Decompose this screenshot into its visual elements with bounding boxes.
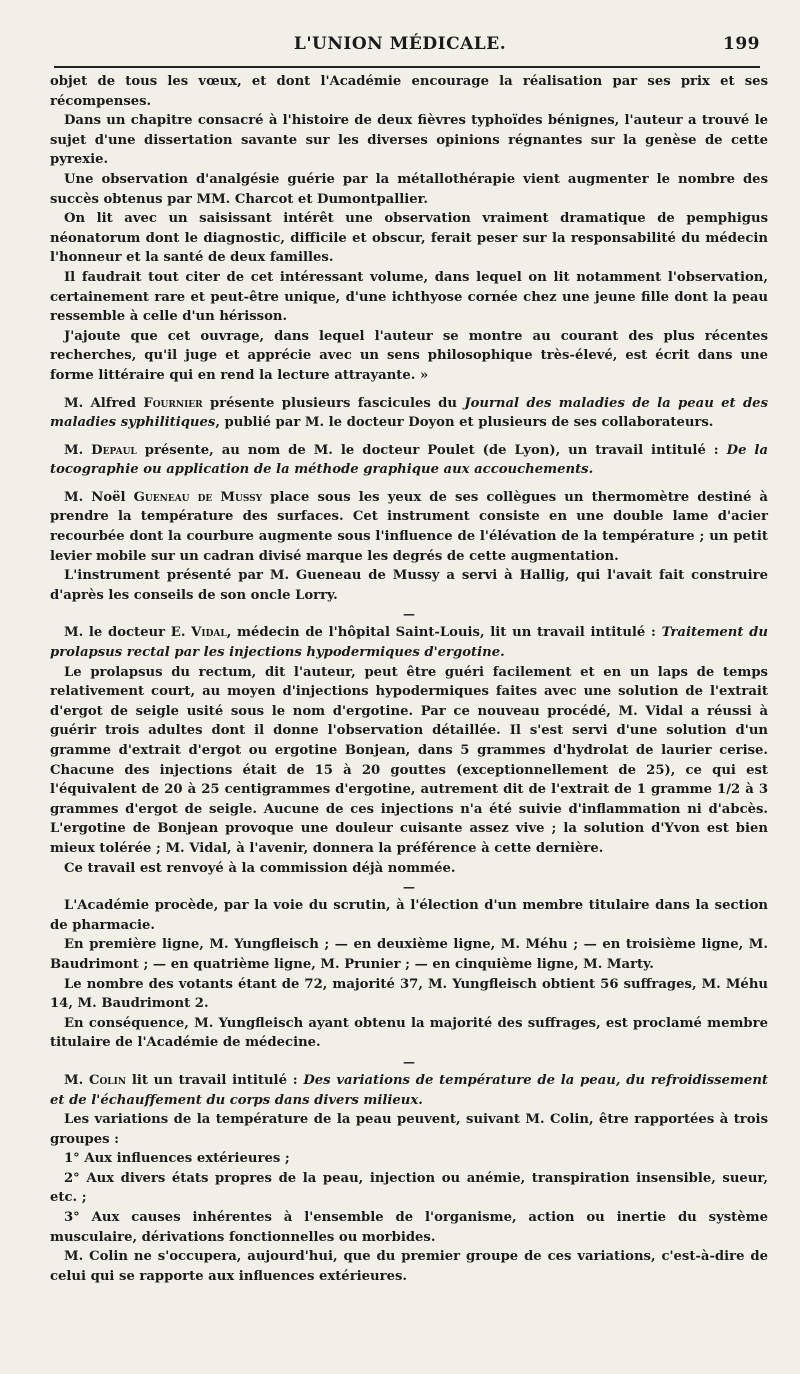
journal-title-cited: Journal des maladies de la peau et des maladies syphilitiques	[50, 395, 768, 431]
election-paragraph: Le nombre des votants étant de 72, majorité 37, M. Yungfleisch obtient 56 suffrages, M. Méhu 14, M. Baudrimont 2.	[50, 976, 768, 1012]
paragraph: Le prolapsus du rectum, dit l'auteur, peut être guéri facilement et en un laps de temps relativement court, au moyen d'injections hypodermiques faites avec une solution de l'extrait d'ergot de seigle usité sous le nom d'ergotine. Par ce nouveau procédé, M. Vidal a réussi à guérir trois adultes dont il donne l'observation détaillée. Il s'est servi d'une solution d'un gramme d'extrait d'ergot ou ergotine Bonjean, dans 5 grammes d'hydrolat de laurier cerise. Chacune des injections était de 15 à 20 gouttes (exceptionnellement de 25), ce qui est l'équivalent de 20 à 25 centigrammes d'ergotine, autrement dit de l'extrait de 1 gramme 1/2 à 3 grammes d'ergot de seigle. Aucune de ces injections n'a été suivie d'inflammation ni d'abcès. L'ergotine de Bonjean provoque une douleur cuisante assez vive ; la solution d'Yvon est bien mieux tolérée ; M. Vidal, à l'avenir, donnera la préférence à cette dernière.	[50, 664, 768, 856]
paragraph: Ce travail est renvoyé à la commission déjà nommée.	[64, 860, 456, 876]
list-item: 1° Aux influences extérieures ;	[64, 1151, 290, 1167]
list-item: 2° Aux divers états propres de la peau, injection ou anémie, transpiration insensible, sueur, etc. ;	[50, 1170, 768, 1206]
gueneau-paragraph: M. Noël Gueneau de Mussy place sous les yeux de ses collègues un thermomètre destiné à prendre la température des surfaces. Cet instrument consiste en une double lame d'acier recourbée dont la courbure augmente sous l'influence de l'élévation de la température ; un petit levier mobile sur un cadran divisé marque les degrés de cette augmentation.	[50, 489, 768, 564]
paragraph: Les variations de la température de la peau peuvent, suivant M. Colin, être rapportées à trois groupes :	[50, 1112, 768, 1147]
section-separator: —	[403, 607, 415, 622]
paragraph: L'instrument présenté par M. Gueneau de Mussy a servi à Hallig, qui l'avait fait construire d'après les conseils de son oncle Lorry.	[50, 568, 768, 603]
work-title: Traitement du prolapsus rectal par les injections hypodermiques d'ergotine.	[50, 625, 768, 661]
paragraph: Il faudrait tout citer de cet intéressant volume, dans lequel on lit notamment l'observation, certainement rare et peut-être unique, d'une ichthyose cornée chez une jeune fille dont la peau ressemble à celle d'un hérisson.	[50, 269, 768, 325]
article-body	[50, 72, 768, 1286]
paragraph: On lit avec un saisissant intérêt une observation vraiment dramatique de pemphigus néonatorum dont le diagnostic, difficile et obscur, ferait peser sur la responsabilité du médecin l'honneur et la santé de deux familles.	[50, 211, 768, 266]
election-paragraph: En conséquence, M. Yungfleisch ayant obtenu la majorité des suffrages, est proclamé membre titulaire de l'Académie de médecine.	[50, 1015, 768, 1051]
running-header	[0, 34, 800, 58]
election-paragraph: L'Académie procède, par la voie du scrutin, à l'élection d'un membre titulaire dans la section de pharmacie.	[50, 898, 768, 933]
election-paragraph: En première ligne, M. Yungfleisch ; — en deuxième ligne, M. Méhu ; — en troisième ligne, M. Baudrimont ; — en quatrième ligne, M. Prunier ; — en cinquième ligne, M. Marty.	[50, 937, 768, 972]
paragraph: Une observation d'analgésie guérie par la métallothérapie vient augmenter le nombre des succès obtenus par MM. Charcot et Dumontpallier.	[50, 171, 768, 207]
speaker-name: Fournier	[143, 395, 203, 411]
list-item: 3° Aux causes inhérentes à l'ensemble de l'organisme, action ou inertie du système musculaire, dérivations fonctionnelles ou morbides.	[50, 1210, 768, 1245]
paragraph: Dans un chapitre consacré à l'histoire de deux fièvres typhoïdes bénignes, l'auteur a trouvé le sujet d'une dissertation savante sur les diverses opinions régnantes sur la genèse de cette pyrexie.	[50, 113, 768, 168]
journal-title: L'UNION MÉDICALE.	[293, 34, 507, 54]
paragraph: M. Colin ne s'occupera, aujourd'hui, que du premier groupe de ces variations, c'est-à-dire de celui qui se rapporte aux influences extérieures.	[50, 1249, 768, 1284]
speaker-name: Gueneau de Mussy	[133, 489, 263, 505]
paragraph: J'ajoute que cet ouvrage, dans lequel l'auteur se montre au courant des plus récentes recherches, qu'il juge et apprécie avec un sens philosophique très-élevé, est écrit dans une forme littéraire qui en rend la lecture attrayante. »	[50, 328, 768, 383]
colin-paragraph: M. Colin lit un travail intitulé : Des variations de température de la peau, du refroidissement et de l'échauffement du corps dans divers milieux.	[50, 1072, 768, 1108]
speaker-name: Vidal	[191, 625, 227, 641]
depaul-paragraph: M. Depaul présente, au nom de M. le docteur Poulet (de Lyon), un travail intitulé : De la tocographie ou application de la méthode graphique aux accouchements.	[50, 442, 768, 478]
header-rule	[54, 66, 760, 68]
vidal-paragraph: M. le docteur E. Vidal, médecin de l'hôpital Saint-Louis, lit un travail intitulé : Traitement du prolapsus rectal par les injections hypodermiques d'ergotine.	[50, 625, 768, 661]
speaker-name: Colin	[88, 1072, 127, 1088]
work-title: De la tocographie ou application de la méthode graphique aux accouchements.	[50, 442, 768, 478]
page-number: 199	[723, 34, 760, 54]
work-title: Des variations de température de la peau, du refroidissement et de l'échauffement du corps dans divers milieux.	[50, 1072, 768, 1108]
paragraph: objet de tous les vœux, et dont l'Académie encourage la réalisation par ses prix et ses récompenses.	[50, 74, 768, 109]
section-separator: —	[403, 880, 415, 895]
speaker-name: Depaul	[91, 442, 137, 458]
fournier-paragraph: M. Alfred Fournier présente plusieurs fascicules du Journal des maladies de la peau et des maladies syphilitiques, publié par M. le docteur Doyon et plusieurs de ses collaborateurs.	[50, 395, 768, 431]
section-separator: —	[403, 1054, 415, 1069]
